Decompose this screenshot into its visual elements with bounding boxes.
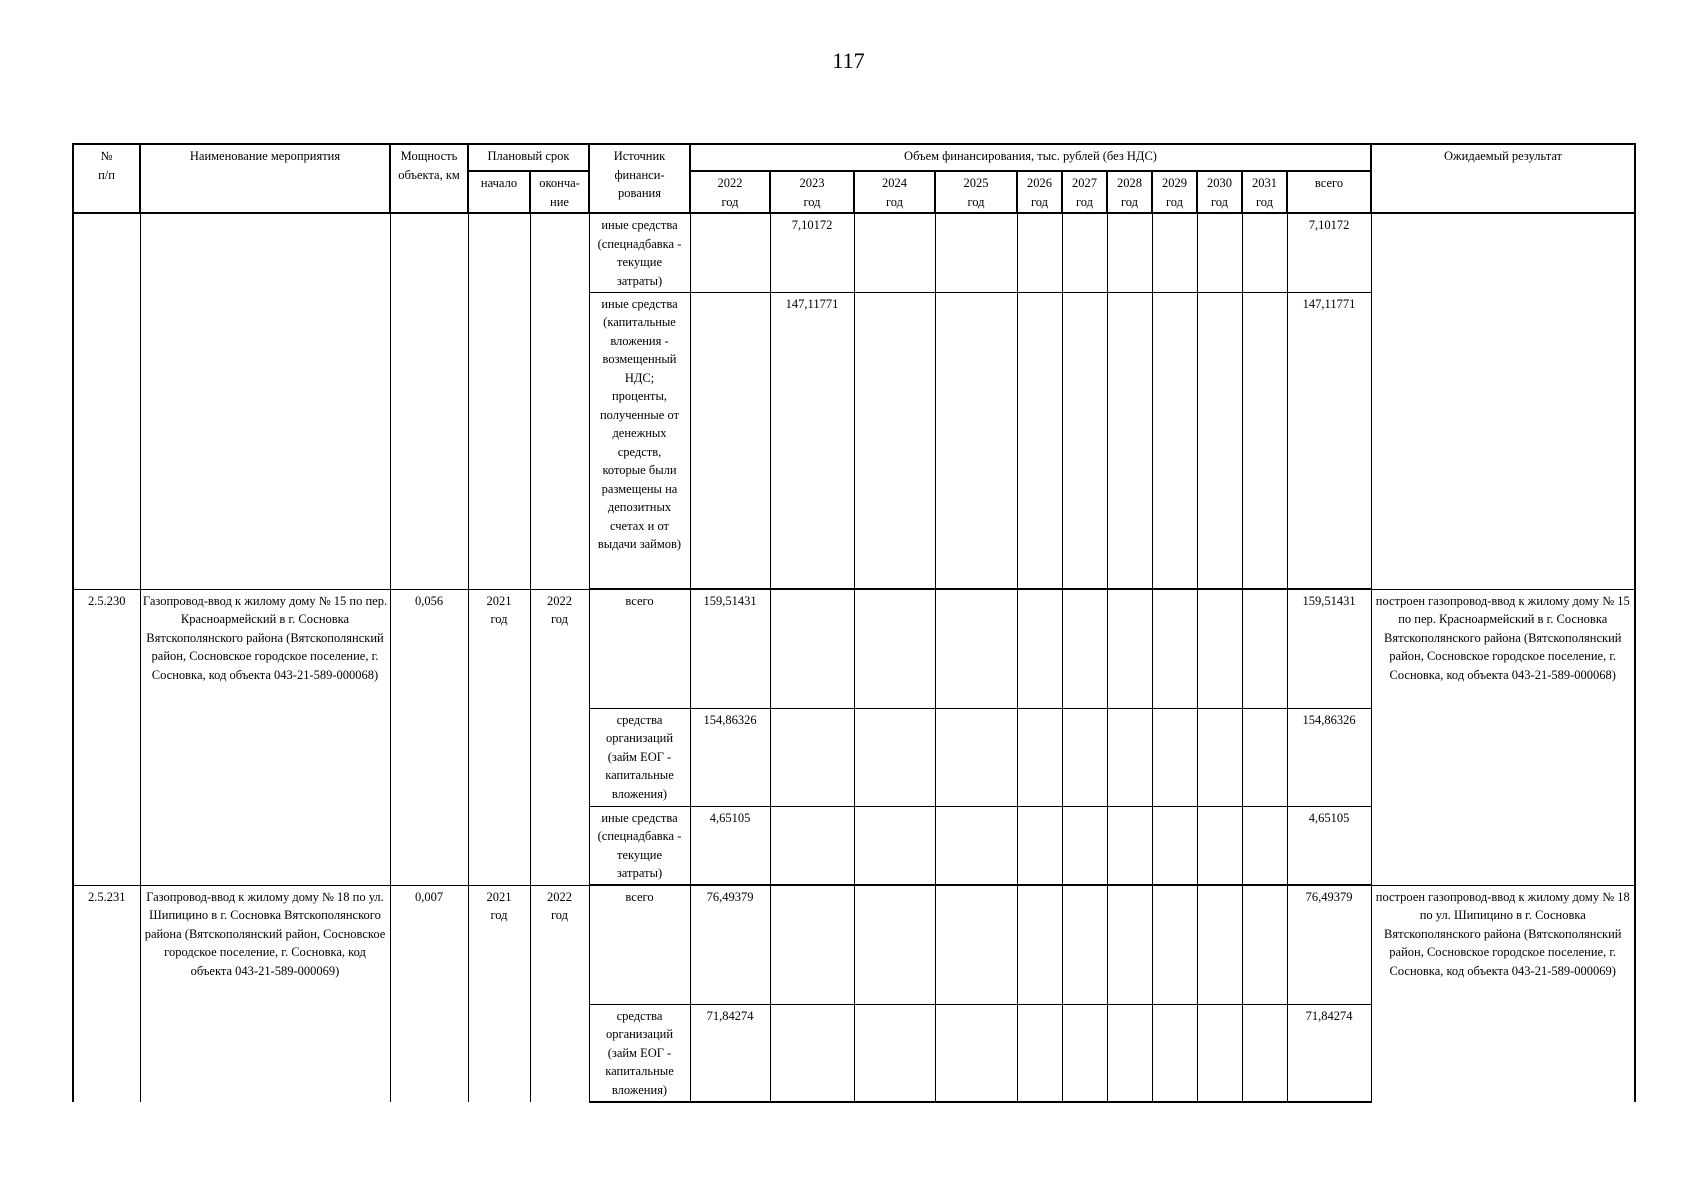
cell-2022: 159,51431 — [690, 589, 770, 708]
cell-2028 — [1107, 885, 1152, 1004]
cell-2031 — [1242, 885, 1287, 1004]
cell-2025 — [935, 1004, 1017, 1102]
header-year-2028: 2028 год — [1107, 171, 1152, 213]
cell-2030 — [1197, 589, 1242, 708]
cell-2031 — [1242, 589, 1287, 708]
cell-name-empty — [140, 213, 390, 589]
cell-source: иные средства (капитальные вложения - возмещенный НДС; проценты, полученные от денежных средств, которые были размещены на депозитных счетах и от выдачи займов) — [589, 292, 690, 589]
cell-2023: 147,11771 — [770, 292, 854, 589]
cell-end: 2022 год — [530, 885, 589, 1102]
cell-total: 159,51431 — [1287, 589, 1371, 708]
cell-2026 — [1017, 806, 1062, 885]
cell-capacity-empty — [390, 213, 468, 589]
cell-2031 — [1242, 213, 1287, 292]
cell-2030 — [1197, 708, 1242, 806]
cell-2029 — [1152, 1004, 1197, 1102]
cell-num: 2.5.231 — [73, 885, 140, 1102]
page-number: 117 — [832, 48, 865, 73]
cell-2026 — [1017, 213, 1062, 292]
cell-name: Газопровод-ввод к жилому дому № 18 по ул. Шипицино в г. Сосновка Вятскополянского района (Вятскополянский район, Сосновское городское поселение, г. Сосновка, код объекта 043-21-589-000069) — [140, 885, 390, 1102]
cell-total: 7,10172 — [1287, 213, 1371, 292]
header-start: начало — [468, 171, 530, 213]
cell-2024 — [854, 708, 935, 806]
header-funding: Объем финансирования, тыс. рублей (без НДС) — [690, 144, 1371, 171]
header-result: Ожидаемый результат — [1371, 144, 1635, 213]
cell-2029 — [1152, 589, 1197, 708]
cell-2023 — [770, 806, 854, 885]
cell-2031 — [1242, 708, 1287, 806]
cell-2024 — [854, 292, 935, 589]
cell-capacity: 0,056 — [390, 589, 468, 885]
cell-start: 2021 год — [468, 589, 530, 885]
cell-2022: 71,84274 — [690, 1004, 770, 1102]
cell-2024 — [854, 213, 935, 292]
cell-num: 2.5.230 — [73, 589, 140, 885]
cell-2027 — [1062, 708, 1107, 806]
cell-2024 — [854, 589, 935, 708]
cell-2028 — [1107, 213, 1152, 292]
cell-2027 — [1062, 1004, 1107, 1102]
cell-2022 — [690, 292, 770, 589]
cell-2027 — [1062, 589, 1107, 708]
cell-source: иные средства (спецнадбавка - текущие затраты) — [589, 806, 690, 885]
cell-source: всего — [589, 589, 690, 708]
cell-2027 — [1062, 806, 1107, 885]
cell-2024 — [854, 885, 935, 1004]
cell-2028 — [1107, 292, 1152, 589]
cell-2027 — [1062, 885, 1107, 1004]
header-name: Наименование мероприятия — [140, 144, 390, 213]
cell-2029 — [1152, 806, 1197, 885]
cell-2024 — [854, 806, 935, 885]
cell-source: всего — [589, 885, 690, 1004]
cell-2029 — [1152, 885, 1197, 1004]
cell-2031 — [1242, 1004, 1287, 1102]
cell-2025 — [935, 708, 1017, 806]
header-source: Источник финанси- рования — [589, 144, 690, 213]
cell-2022: 76,49379 — [690, 885, 770, 1004]
cell-end: 2022 год — [530, 589, 589, 885]
cell-2023 — [770, 589, 854, 708]
cell-2022 — [690, 213, 770, 292]
cell-2031 — [1242, 292, 1287, 589]
header-year-2023: 2023 год — [770, 171, 854, 213]
cell-result: построен газопровод-ввод к жилому дому № 15 по пер. Красноармейский в г. Сосновка Вятскополянского района (Вятскополянский район, Сосновское городское поселение, г. Сосновка, код объекта 043-21-589-000068) — [1371, 589, 1635, 885]
cell-source: средства организаций (займ ЕОГ - капитальные вложения) — [589, 1004, 690, 1102]
header-planned-term: Плановый срок — [468, 144, 589, 171]
funding-table — [72, 143, 1636, 1103]
header-year-2026: 2026 год — [1017, 171, 1062, 213]
cell-2030 — [1197, 806, 1242, 885]
cell-2026 — [1017, 292, 1062, 589]
cell-total: 71,84274 — [1287, 1004, 1371, 1102]
cell-2028 — [1107, 806, 1152, 885]
cell-total: 76,49379 — [1287, 885, 1371, 1004]
cell-2023 — [770, 708, 854, 806]
cell-2026 — [1017, 589, 1062, 708]
cell-2028 — [1107, 589, 1152, 708]
cell-2026 — [1017, 885, 1062, 1004]
cell-2028 — [1107, 1004, 1152, 1102]
cell-2026 — [1017, 708, 1062, 806]
header-year-2027: 2027 год — [1062, 171, 1107, 213]
cell-2029 — [1152, 292, 1197, 589]
cell-source: средства организаций (займ ЕОГ - капитальные вложения) — [589, 708, 690, 806]
cell-2025 — [935, 213, 1017, 292]
cell-2023 — [770, 885, 854, 1004]
cell-2022: 154,86326 — [690, 708, 770, 806]
header-year-2024: 2024 год — [854, 171, 935, 213]
cell-2027 — [1062, 213, 1107, 292]
cell-num-empty — [73, 213, 140, 589]
cell-2025 — [935, 885, 1017, 1004]
cell-2031 — [1242, 806, 1287, 885]
header-year-2022: 2022 год — [690, 171, 770, 213]
cell-2029 — [1152, 213, 1197, 292]
cell-total: 4,65105 — [1287, 806, 1371, 885]
table-row — [73, 885, 1635, 1004]
cell-2030 — [1197, 885, 1242, 1004]
cell-start-empty — [468, 213, 530, 589]
table-row — [73, 589, 1635, 708]
cell-capacity: 0,007 — [390, 885, 468, 1102]
cell-2022: 4,65105 — [690, 806, 770, 885]
cell-2028 — [1107, 708, 1152, 806]
header-year-2029: 2029 год — [1152, 171, 1197, 213]
cell-2023: 7,10172 — [770, 213, 854, 292]
cell-2026 — [1017, 1004, 1062, 1102]
cell-start: 2021 год — [468, 885, 530, 1102]
cell-name: Газопровод-ввод к жилому дому № 15 по пер. Красноармейский в г. Сосновка Вятскополянского района (Вятскополянский район, Сосновское городское поселение, г. Сосновка, код объекта 043-21-589-000068) — [140, 589, 390, 885]
cell-result: построен газопровод-ввод к жилому дому № 18 по ул. Шипицино в г. Сосновка Вятскополянского района (Вятскополянский район, Сосновское городское поселение, г. Сосновка, код объекта 043-21-589-000069) — [1371, 885, 1635, 1102]
table-header — [73, 144, 1635, 213]
cell-2025 — [935, 806, 1017, 885]
cell-2025 — [935, 292, 1017, 589]
cell-total: 147,11771 — [1287, 292, 1371, 589]
cell-2030 — [1197, 1004, 1242, 1102]
table-row — [73, 213, 1635, 292]
header-year-2025: 2025 год — [935, 171, 1017, 213]
header-year-2030: 2030 год — [1197, 171, 1242, 213]
header-num: № п/п — [73, 144, 140, 213]
header-capacity: Мощность объекта, км — [390, 144, 468, 213]
cell-end-empty — [530, 213, 589, 589]
cell-2027 — [1062, 292, 1107, 589]
cell-2030 — [1197, 213, 1242, 292]
header-end: оконча- ние — [530, 171, 589, 213]
cell-2029 — [1152, 708, 1197, 806]
header-total: всего — [1287, 171, 1371, 213]
cell-2024 — [854, 1004, 935, 1102]
cell-result-empty — [1371, 213, 1635, 589]
cell-source: иные средства (спецнадбавка - текущие затраты) — [589, 213, 690, 292]
cell-total: 154,86326 — [1287, 708, 1371, 806]
cell-2025 — [935, 589, 1017, 708]
cell-2030 — [1197, 292, 1242, 589]
header-year-2031: 2031 год — [1242, 171, 1287, 213]
cell-2023 — [770, 1004, 854, 1102]
